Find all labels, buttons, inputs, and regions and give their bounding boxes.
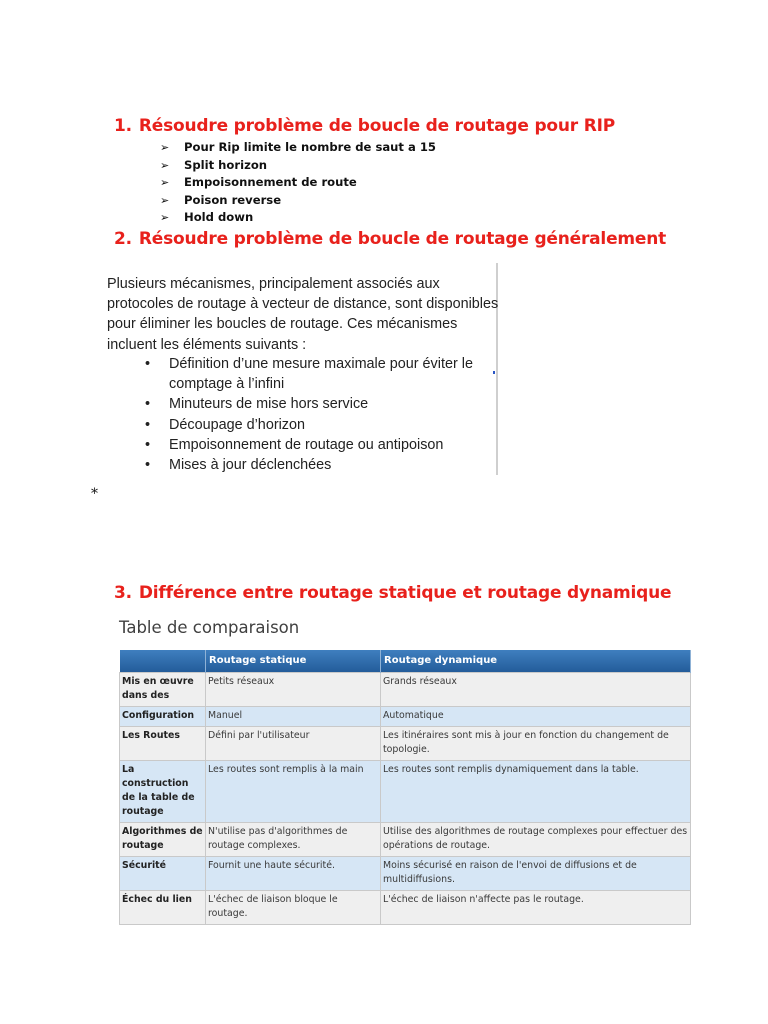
list-item: ➢ Hold down: [160, 209, 436, 227]
list-item: • Minuteurs de mise hors service: [143, 394, 489, 414]
table-row: [120, 823, 691, 857]
table-cell-label: Configuration: [120, 707, 206, 727]
list-item: ➢ Split horizon: [160, 157, 436, 175]
list-item: ➢ Poison reverse: [160, 192, 436, 210]
section-3-heading: [114, 583, 671, 603]
list-item: • Empoisonnement de routage ou antipoison: [143, 435, 489, 455]
table-row: [120, 857, 691, 891]
table-cell-label: La construction de la table de routage: [120, 761, 206, 823]
table-cell-label: Échec du lien: [120, 891, 206, 925]
table-cell-label: Sécurité: [120, 857, 206, 891]
table-cell: Les routes sont remplis à la main: [206, 761, 381, 823]
section-2-number: 2.: [114, 229, 132, 249]
arrow-bullet-icon: ➢: [160, 176, 170, 190]
table-cell: N'utilise pas d'algorithmes de routage complexes.: [206, 823, 381, 857]
mechanisms-paragraph: Plusieurs mécanismes, principalement associés aux protocoles de routage à vecteur de distance, sont disponibles pour éliminer les boucles de routage. Ces mécanismes incluent les éléments suivants :: [107, 276, 499, 353]
table-cell: Défini par l'utilisateur: [206, 727, 381, 761]
mechanisms-list: [143, 354, 489, 475]
list-item: • Découpage d’horizon: [143, 415, 489, 435]
bullet-icon: •: [145, 457, 151, 474]
asterisk-mark: *: [91, 486, 98, 502]
section-2-heading: [114, 229, 666, 249]
bullet-icon: •: [145, 396, 151, 413]
list-item: ➢ Empoisonnement de route: [160, 174, 436, 192]
section-1-title: Résoudre problème de boucle de routage pour RIP: [138, 116, 615, 136]
table-cell: Les itinéraires sont mis à jour en fonction du changement de topologie.: [381, 727, 691, 761]
table-header-static: Routage statique: [206, 650, 381, 673]
table-cell: Utilise des algorithmes de routage complexes pour effectuer des opérations de routage.: [381, 823, 691, 857]
table-title: Table de comparaison: [119, 618, 300, 637]
table-cell: L'échec de liaison bloque le routage.: [206, 891, 381, 925]
arrow-bullet-icon: ➢: [160, 211, 170, 225]
table-row: [120, 727, 691, 761]
table-cell: Manuel: [206, 707, 381, 727]
list-item: ➢ Pour Rip limite le nombre de saut a 15: [160, 139, 436, 157]
bullet-icon: •: [145, 356, 151, 372]
rip-solutions-list: [160, 139, 436, 227]
table-cell: Moins sécurisé en raison de l'envoi de diffusions et de multidiffusions.: [381, 857, 691, 891]
table-header-row: [120, 650, 691, 673]
table-row: [120, 707, 691, 727]
table-header-empty: [120, 650, 206, 673]
arrow-bullet-icon: ➢: [160, 141, 170, 154]
embedded-text-image: [93, 263, 498, 475]
table-row: [120, 673, 691, 707]
table-cell: Les routes sont remplis dynamiquement dans la table.: [381, 761, 691, 823]
list-item: • Mises à jour déclenchées: [143, 455, 489, 475]
list-item: • Définition d’une mesure maximale pour éviter le comptage à l’infini: [145, 356, 473, 393]
arrow-bullet-icon: ➢: [160, 158, 170, 172]
section-3-number: 3.: [114, 583, 132, 603]
section-2-title: Résoudre problème de boucle de routage généralement: [138, 229, 667, 249]
table-cell-label: Les Routes: [120, 727, 206, 761]
table-header-dynamic: Routage dynamique: [381, 650, 691, 673]
table-row: [120, 891, 691, 925]
bullet-icon: •: [145, 416, 151, 433]
bullet-icon: •: [145, 436, 151, 453]
table-cell: Grands réseaux: [381, 673, 691, 707]
arrow-bullet-icon: ➢: [160, 193, 170, 207]
comparison-table: [119, 650, 691, 925]
table-cell: Petits réseaux: [206, 673, 381, 707]
table-cell: Fournit une haute sécurité.: [206, 857, 381, 891]
table-cell-label: Algorithmes de routage: [120, 823, 206, 857]
table-cell-label: Mis en œuvre dans des: [120, 673, 206, 707]
table-cell: Automatique: [381, 707, 691, 727]
table-cell: L'échec de liaison n'affecte pas le routage.: [381, 891, 691, 925]
table-row: [120, 761, 691, 823]
blue-tick-mark: [493, 371, 495, 374]
section-3-title: Différence entre routage statique et routage dynamique: [138, 583, 672, 603]
section-1-heading: [114, 116, 615, 136]
section-1-number: 1.: [114, 116, 132, 136]
